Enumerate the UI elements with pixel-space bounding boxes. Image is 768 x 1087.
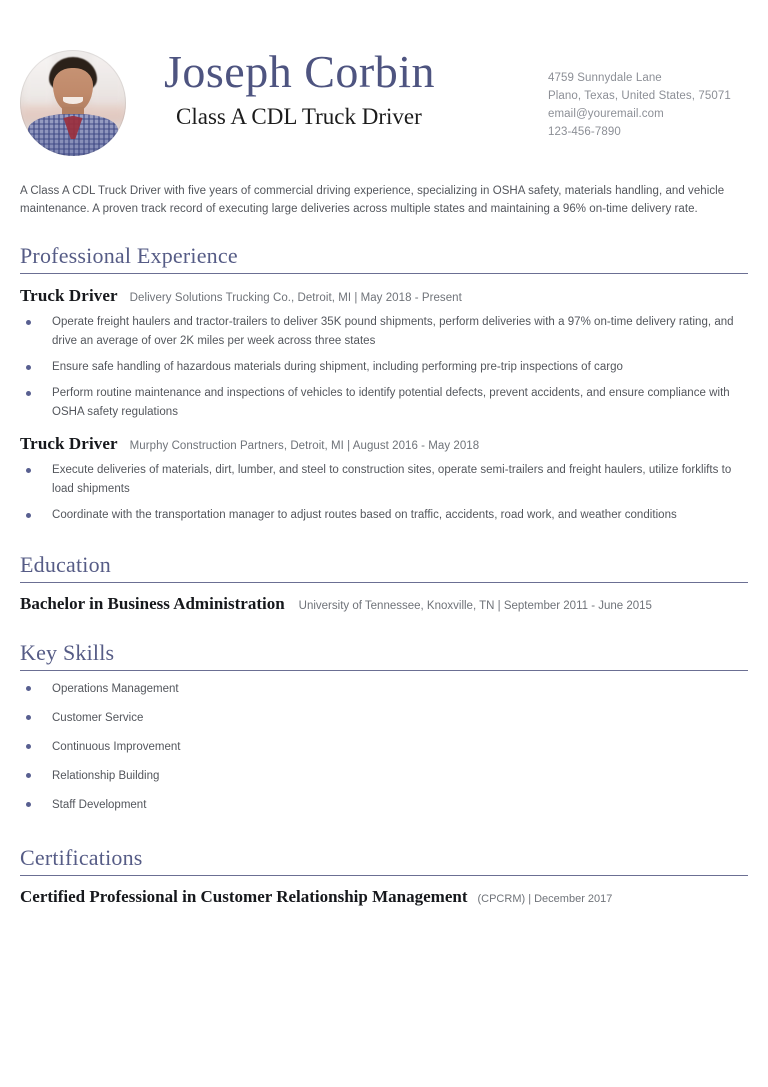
section-skills <box>20 639 748 814</box>
contact-phone[interactable]: 123-456-7890 <box>548 126 621 138</box>
section-rule <box>20 582 748 583</box>
bullet-dot-icon <box>26 320 31 325</box>
section-title-education: Education <box>20 552 111 577</box>
bullet-dot-icon <box>26 686 31 691</box>
section-rule <box>20 875 748 876</box>
bullet-dot-icon <box>26 468 31 473</box>
experience-bullet-list <box>20 313 748 422</box>
experience-entry-header <box>20 284 748 308</box>
skill-item <box>20 767 748 785</box>
bullet-dot-icon <box>26 391 31 396</box>
bullet-text: Perform routine maintenance and inspections of vehicles to identify potential defects, prevent accidents, and ensure compliance with OSHA safety regulations <box>52 387 730 418</box>
professional-summary: A Class A CDL Truck Driver with five years of commercial driving experience, specializing in OSHA safety, materials handling, and vehicle maintenance. A proven track record of executing large deliveries across multiple states and maintaining a 96% on-time delivery rate. <box>20 185 725 215</box>
name-block <box>134 44 548 132</box>
bullet-text: Execute deliveries of materials, dirt, lumber, and steel to construction sites, operate semi-trailers and freight haulers, utilize forklifts to load shipments <box>52 464 732 495</box>
candidate-name: Joseph Corbin <box>164 46 435 97</box>
skills-list <box>20 680 748 814</box>
skill-text: Relationship Building <box>52 770 160 782</box>
bullet-dot-icon <box>26 773 31 778</box>
experience-bullet <box>20 358 748 377</box>
skill-text: Operations Management <box>52 683 179 695</box>
skill-item <box>20 709 748 727</box>
avatar <box>20 50 126 156</box>
section-rule <box>20 273 748 274</box>
experience-bullet <box>20 506 748 525</box>
avatar-container <box>20 44 134 156</box>
section-experience <box>20 242 748 525</box>
resume-header <box>20 44 748 156</box>
bullet-dot-icon <box>26 744 31 749</box>
contact-block <box>548 44 748 141</box>
bullet-text: Ensure safe handling of hazardous materials during shipment, including performing pre-trip inspections of cargo <box>52 361 623 373</box>
experience-bullet <box>20 461 748 499</box>
contact-email[interactable]: email@youremail.com <box>548 108 664 120</box>
section-rule <box>20 670 748 671</box>
experience-entry <box>20 432 748 525</box>
experience-entry-header <box>20 432 748 456</box>
experience-bullet-list <box>20 461 748 525</box>
section-title-skills: Key Skills <box>20 640 115 665</box>
experience-entry <box>20 284 748 422</box>
experience-bullet <box>20 384 748 422</box>
experience-role: Truck Driver <box>20 434 118 453</box>
experience-meta: Murphy Construction Partners, Detroit, MI | August 2016 - May 2018 <box>129 440 480 452</box>
skill-text: Continuous Improvement <box>52 741 181 753</box>
skill-text: Staff Development <box>52 799 147 811</box>
education-meta: University of Tennessee, Knoxville, TN | September 2011 - June 2015 <box>298 600 652 612</box>
bullet-dot-icon <box>26 802 31 807</box>
experience-role: Truck Driver <box>20 286 118 305</box>
skill-text: Customer Service <box>52 712 144 724</box>
contact-city-state-zip: Plano, Texas, United States, 75071 <box>548 90 731 102</box>
certification-entry <box>20 885 748 910</box>
bullet-dot-icon <box>26 365 31 370</box>
section-certifications <box>20 844 748 910</box>
bullet-dot-icon <box>26 513 31 518</box>
bullet-text: Operate freight haulers and tractor-trailers to deliver 35K pound shipments, perform deliveries with a 97% on-time delivery rating, and drive an average of over 2K miles per week across three states <box>52 316 734 347</box>
bullet-text: Coordinate with the transportation manager to adjust routes based on traffic, accidents, road work, and weather conditions <box>52 509 677 521</box>
section-title-experience: Professional Experience <box>20 243 238 268</box>
skill-item <box>20 796 748 814</box>
skill-item <box>20 680 748 698</box>
avatar-ring <box>20 50 126 156</box>
education-degree: Bachelor in Business Administration <box>20 594 285 613</box>
section-education <box>20 551 748 617</box>
section-title-certifications: Certifications <box>20 845 143 870</box>
experience-bullet <box>20 313 748 351</box>
skill-item <box>20 738 748 756</box>
candidate-headline: Class A CDL Truck Driver <box>176 104 422 129</box>
certification-name: Certified Professional in Customer Relationship Management <box>20 887 468 906</box>
certification-meta: (CPCRM) | December 2017 <box>477 893 613 905</box>
bullet-dot-icon <box>26 715 31 720</box>
experience-meta: Delivery Solutions Trucking Co., Detroit, MI | May 2018 - Present <box>129 292 462 304</box>
education-entry <box>20 592 748 617</box>
contact-street: 4759 Sunnydale Lane <box>548 72 662 84</box>
